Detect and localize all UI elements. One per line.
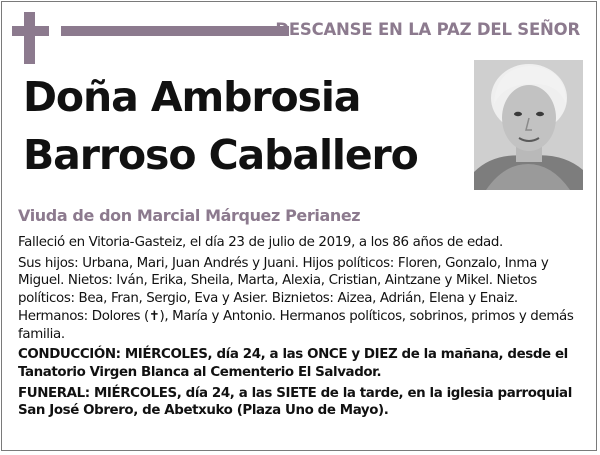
obituary-card <box>1 1 597 451</box>
name-line-2: Barroso Caballero <box>23 131 418 179</box>
family-text-part1: Sus hijos: Urbana, Mari, Juan Andrés y Juani. Hijos políticos: Floren, Gonzalo, Inma y Miguel. Nietos: Iván, Erika, Sheila, Marta, Alexia, Cristian, Aintzane y Mikel. Nietos políticos: Bea, Fran, Sergio, Eva y Asier. Biznietos: Aizea, Adrián, Elena y Enaiz. Hermanos: Dolores ( <box>18 255 549 324</box>
funeral-notice: FUNERAL: MIÉRCOLES, día 24, a las SIETE de la tarde, en la iglesia parroquial San José Obrero, de Abetxuko (Plaza Uno de Mayo). <box>18 385 572 419</box>
widow-of-subtitle: Viuda de don Marcial Márquez Perianez <box>18 206 361 225</box>
deceased-cross-icon: ✝ <box>148 308 160 324</box>
death-notice: Falleció en Vitoria-Gasteiz, el día 23 de julio de 2019, a los 86 años de edad. <box>18 235 503 250</box>
obituary-body <box>18 234 578 423</box>
header-rule <box>61 26 289 36</box>
family-text-part2: ), María y Antonio. Hermanos políticos, sobrinos, primos y demás familia. <box>18 308 574 342</box>
cross-icon-arm <box>12 26 49 36</box>
family-paragraph <box>18 255 578 344</box>
header-tagline: DESCANSE EN LA PAZ DEL SEÑOR <box>275 20 580 39</box>
name-line-1: Doña Ambrosia <box>23 73 361 121</box>
conduccion-notice: CONDUCCIÓN: MIÉRCOLES, día 24, a las ONCE y DIEZ de la mañana, desde el Tanatorio Virgen Blanca al Cementerio El Salvador. <box>18 347 568 380</box>
portrait-photo <box>474 60 583 190</box>
cross-icon <box>24 12 35 64</box>
deceased-name <box>23 68 463 184</box>
